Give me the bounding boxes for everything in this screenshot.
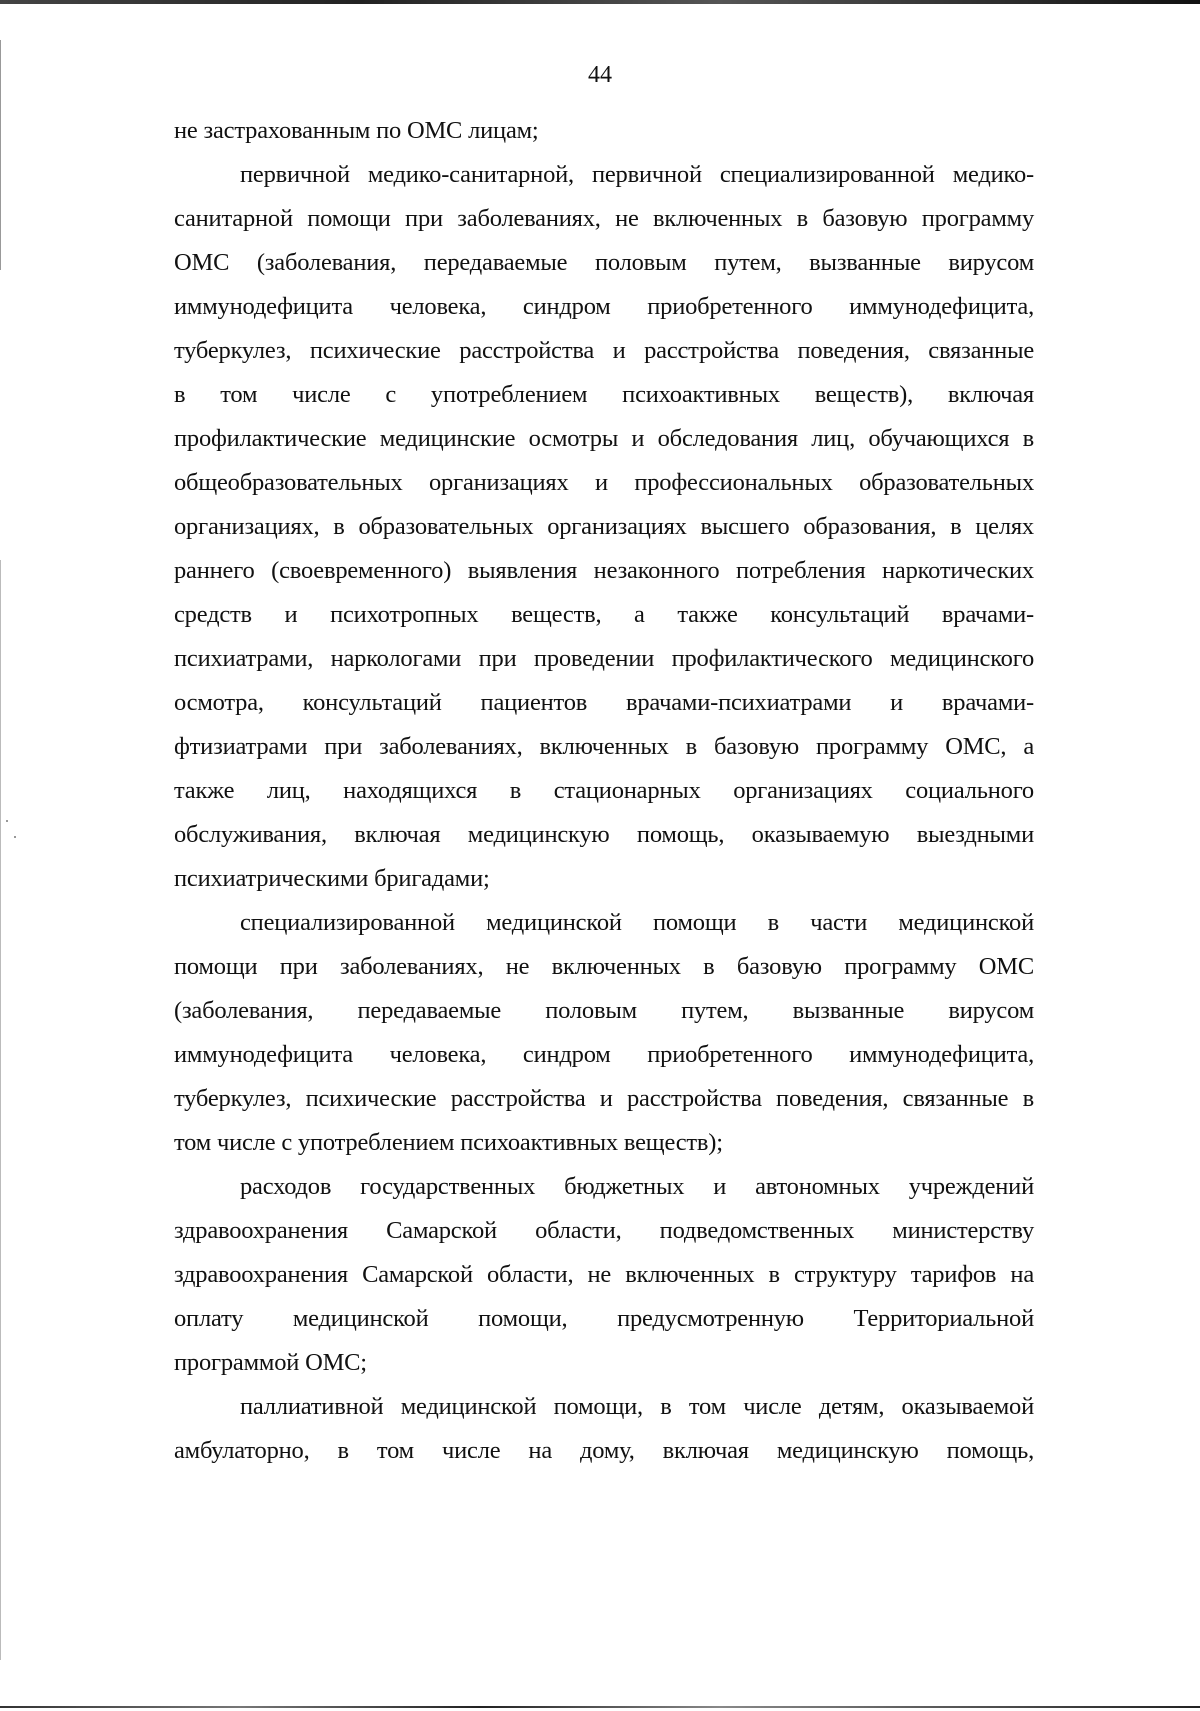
text-line: средств и психотропных веществ, а также консультаций врачами- [174, 601, 1034, 628]
text-line: специализированной медицинской помощи в части медицинской [240, 909, 1034, 936]
text-line: иммунодефицита человека, синдром приобретенного иммунодефицита, [174, 293, 1034, 320]
text-line: в том числе с употреблением психоактивных веществ), включая [174, 381, 1034, 408]
text-line: первичной медико-санитарной, первичной специализированной медико- [240, 161, 1034, 188]
scan-border-left-lower [0, 560, 1, 1660]
text-line: том числе с употреблением психоактивных веществ); [174, 1129, 723, 1156]
scan-border-bottom [0, 1706, 1200, 1708]
text-line: паллиативной медицинской помощи, в том числе детям, оказываемой [240, 1393, 1034, 1420]
text-line: психиатрами, наркологами при проведении профилактического медицинского [174, 645, 1034, 672]
text-line: не застрахованным по ОМС лицам; [174, 117, 539, 144]
text-line: ОМС (заболевания, передаваемые половым путем, вызванные вирусом [174, 249, 1034, 276]
text-line: программой ОМС; [174, 1349, 367, 1376]
text-line: оплату медицинской помощи, предусмотренную Территориальной [174, 1305, 1034, 1332]
text-line: раннего (своевременного) выявления незаконного потребления наркотических [174, 557, 1034, 584]
text-line: обслуживания, включая медицинскую помощь, оказываемую выездными [174, 821, 1034, 848]
text-line: туберкулез, психические расстройства и расстройства поведения, связанные в [174, 1085, 1034, 1112]
text-line: общеобразовательных организациях и профессиональных образовательных [174, 469, 1034, 496]
text-line: туберкулез, психические расстройства и расстройства поведения, связанные [174, 337, 1034, 364]
text-line: амбулаторно, в том числе на дому, включая медицинскую помощь, [174, 1437, 1034, 1464]
text-line: иммунодефицита человека, синдром приобретенного иммунодефицита, [174, 1041, 1034, 1068]
text-line: помощи при заболеваниях, не включенных в базовую программу ОМС [174, 953, 1034, 980]
text-line: психиатрическими бригадами; [174, 865, 490, 892]
text-line: осмотра, консультаций пациентов врачами-психиатрами и врачами- [174, 689, 1034, 716]
text-line: также лиц, находящихся в стационарных организациях социального [174, 777, 1034, 804]
scan-speck [14, 836, 16, 838]
text-line: профилактические медицинские осмотры и обследования лиц, обучающихся в [174, 425, 1034, 452]
text-line: (заболевания, передаваемые половым путем, вызванные вирусом [174, 997, 1034, 1024]
text-line: фтизиатрами при заболеваниях, включенных в базовую программу ОМС, а [174, 733, 1034, 760]
text-line: здравоохранения Самарской области, подведомственных министерству [174, 1217, 1034, 1244]
scan-border-top [0, 0, 1200, 4]
text-line: санитарной помощи при заболеваниях, не включенных в базовую программу [174, 205, 1034, 232]
text-line: здравоохранения Самарской области, не включенных в структуру тарифов на [174, 1261, 1034, 1288]
scan-speck [6, 820, 8, 822]
text-line: расходов государственных бюджетных и автономных учреждений [240, 1173, 1034, 1200]
text-line: организациях, в образовательных организациях высшего образования, в целях [174, 513, 1034, 540]
page-number: 44 [588, 62, 612, 88]
